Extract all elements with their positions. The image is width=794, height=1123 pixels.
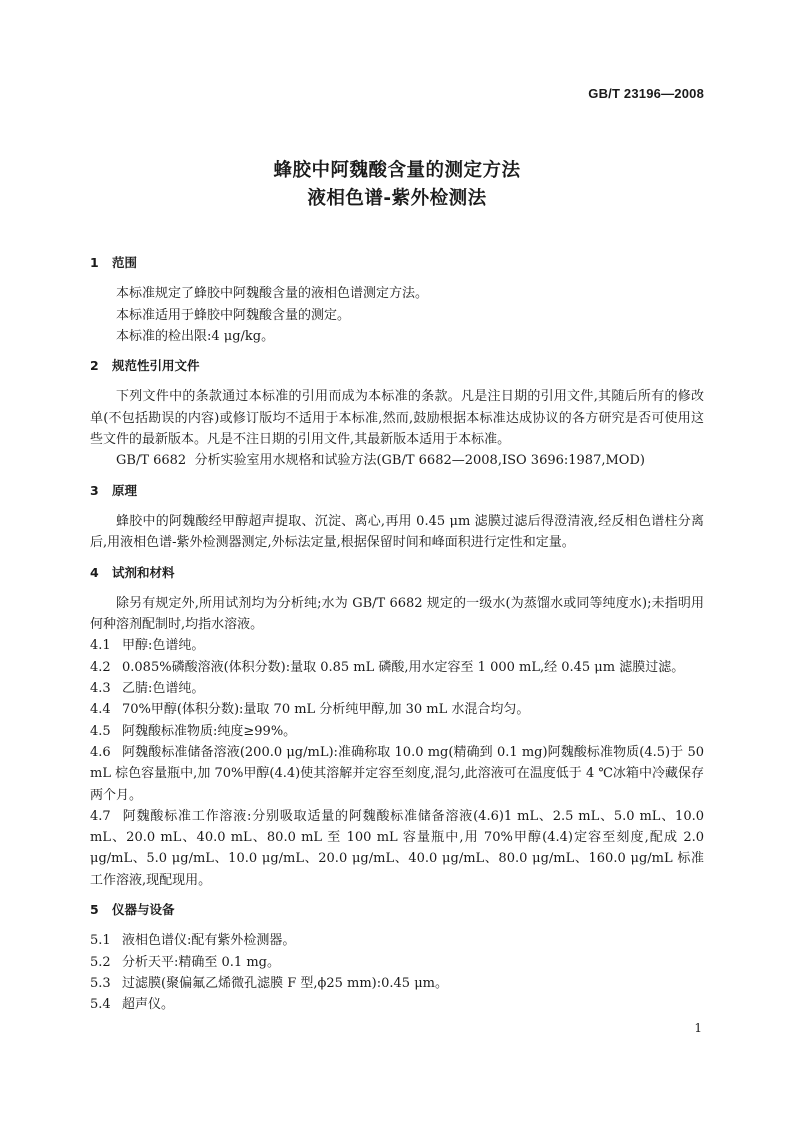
item-number: 4.6 (90, 744, 111, 760)
section-number: 3 (90, 482, 99, 498)
list-item (90, 994, 704, 1015)
item-number: 4.5 (90, 723, 111, 739)
section-heading-principle (90, 480, 704, 501)
document-title: 蜂胶中阿魏酸含量的测定方法 (273, 160, 521, 181)
section-title: 原理 (112, 482, 138, 498)
item-number: 4.1 (90, 638, 111, 654)
document-subtitle: 液相色谱-紫外检测法 (307, 188, 487, 209)
item-number: 4.7 (90, 808, 111, 824)
item-number: 4.2 (90, 659, 111, 675)
paragraph: 本标准的检出限:4 μg/kg。 (116, 328, 275, 344)
list-item (90, 635, 704, 656)
section-title: 试剂和材料 (112, 564, 175, 580)
item-text: 液相色谱仪:配有紫外检测器。 (122, 933, 296, 949)
list-item (90, 657, 704, 678)
item-text: 分析天平:精确至 0.1 mg。 (122, 954, 280, 970)
list-item (90, 742, 704, 806)
item-text: 超声仪。 (122, 997, 175, 1013)
list-item (90, 930, 704, 951)
section-heading-normative-references (90, 355, 704, 376)
reference-entry: GB/T 6682 分析实验室用水规格和试验方法(GB/T 6682—2008,ISO 3696:1987,MOD) (116, 453, 645, 469)
page-number: 1 (694, 1021, 702, 1035)
list-item (90, 952, 704, 973)
paragraph: 下列文件中的条款通过本标准的引用而成为本标准的条款。凡是注日期的引用文件,其随后所有的修改单(不包括勘误的内容)或修订版均不适用于本标准,然而,鼓励根据本标准达成协议的各方研究是否可使用这些文件的最新版本。凡是不注日期的引用文件,其最新版本适用于本标准。 (90, 389, 704, 448)
section-number: 4 (90, 564, 99, 580)
item-number: 4.3 (90, 681, 111, 697)
item-text: 70%甲醇(体积分数):量取 70 mL 分析纯甲醇,加 30 mL 水混合均匀。 (122, 702, 530, 718)
item-number: 4.4 (90, 702, 111, 718)
item-text: 阿魏酸标准储备溶液(200.0 μg/mL):准确称取 10.0 mg(精确到 0.1 mg)阿魏酸标准物质(4.5)于 50 mL 棕色容量瓶中,加 70%甲醇(4.4)使其溶解并定容至刻度,混匀,此溶液可在温度低于 4 ℃冰箱中冷藏保存两个月。 (90, 744, 704, 803)
section-heading-scope (90, 252, 704, 273)
list-item (90, 721, 704, 742)
list-item (90, 806, 704, 891)
item-text: 甲醇:色谱纯。 (122, 638, 205, 654)
section-title: 规范性引用文件 (112, 358, 200, 374)
paragraph: 本标准适用于蜂胶中阿魏酸含量的测定。 (116, 307, 351, 323)
list-item (90, 699, 704, 720)
document-body (90, 252, 704, 1016)
item-number: 5.2 (90, 954, 111, 970)
list-item (90, 678, 704, 699)
section-number: 5 (90, 902, 99, 918)
item-number: 5.1 (90, 933, 111, 949)
item-text: 阿魏酸标准工作溶液:分别吸取适量的阿魏酸标准储备溶液(4.6)1 mL、2.5 mL、5.0 mL、10.0 mL、20.0 mL、40.0 mL、80.0 mL 至 100 mL 容量瓶中,用 70%甲醇(4.4)定容至刻度,配成 2.0 μg/mL、5.0 μg/mL、10.0 μg/mL、20.0 μg/mL、40.0 μg/mL、80.0 μg/mL、160.0 μg/mL 标准工作溶液,现配现用。 (90, 808, 704, 888)
section-heading-reagents (90, 562, 704, 583)
item-number: 5.3 (90, 975, 111, 991)
section-title: 范围 (112, 255, 138, 270)
item-text: 0.085%磷酸溶液(体积分数):量取 0.85 mL 磷酸,用水定容至 1 000 mL,经 0.45 μm 滤膜过滤。 (122, 659, 685, 675)
list-item (90, 973, 704, 994)
standard-code: GB/T 23196—2008 (588, 86, 704, 101)
paragraph: 除另有规定外,所用试剂均为分析纯;水为 GB/T 6682 规定的一级水(为蒸馏水或同等纯度水);未指明用何种溶剂配制时,均指水溶液。 (90, 595, 704, 633)
paragraph: 本标准规定了蜂胶中阿魏酸含量的液相色谱测定方法。 (116, 286, 429, 302)
section-number: 2 (90, 358, 99, 374)
section-title: 仪器与设备 (112, 902, 175, 918)
item-number: 5.4 (90, 997, 111, 1013)
section-heading-apparatus (90, 899, 704, 920)
item-text: 过滤膜(聚偏氟乙烯微孔滤膜 F 型,ϕ25 mm):0.45 μm。 (122, 975, 448, 991)
section-number: 1 (90, 255, 99, 270)
paragraph: 蜂胶中的阿魏酸经甲醇超声提取、沉淀、离心,再用 0.45 μm 滤膜过滤后得澄清液,经反相色谱柱分离后,用液相色谱-紫外检测器测定,外标法定量,根据保留时间和峰面积进行定性和定量。 (90, 513, 704, 551)
item-text: 乙腈:色谱纯。 (122, 681, 205, 697)
item-text: 阿魏酸标准物质:纯度≥99%。 (122, 723, 297, 739)
